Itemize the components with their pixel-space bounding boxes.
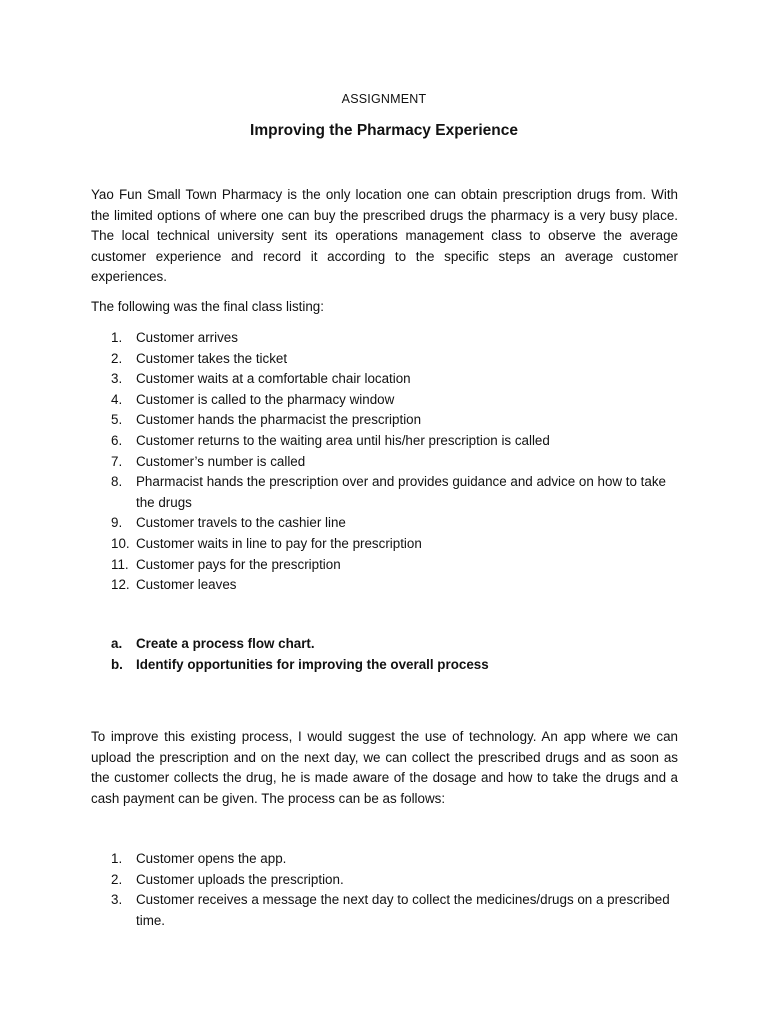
list-item: [91, 870, 678, 891]
list-item: [91, 534, 678, 555]
list-item: [91, 849, 678, 870]
task-list: [91, 634, 678, 675]
list-number: 5.: [111, 412, 123, 428]
list-item: [91, 328, 678, 349]
list-text: Customer travels to the cashier line: [136, 515, 346, 531]
list-number: 7.: [111, 453, 123, 469]
list-number: 11.: [111, 556, 129, 572]
list-text: Create a process flow chart.: [136, 636, 315, 651]
list-item: [91, 513, 678, 534]
list-number: b.: [111, 656, 123, 672]
list-text: Customer receives a message the next day to collect the medicines/drugs on a prescribed time.: [136, 892, 670, 928]
list-number: 10.: [111, 535, 130, 551]
class-listing: [91, 328, 678, 596]
list-item: [91, 431, 678, 452]
list-text: Customer arrives: [136, 330, 238, 345]
answer-paragraph: To improve this existing process, I would suggest the use of technology. An app where we can upload the prescription and on the next day, we can collect the prescribed drugs and as soon as the customer collects the drug, he is made aware of the dosage and how to take the drugs and a cash payment can be given. The process can be as follows:: [91, 729, 678, 806]
list-text: Customer waits at a comfortable chair location: [136, 371, 411, 387]
list-item: [91, 349, 678, 370]
list-text: Customer opens the app.: [136, 851, 287, 866]
list-text: Customer pays for the prescription: [136, 556, 341, 572]
list-number: 2.: [111, 350, 123, 366]
list-text: Customer waits in line to pay for the prescription: [136, 535, 422, 551]
list-item: [91, 369, 678, 390]
list-item: [91, 555, 678, 576]
list-number: 9.: [111, 515, 123, 531]
list-number: 1.: [111, 851, 123, 866]
list-number: 1.: [111, 330, 123, 345]
list-item: [91, 390, 678, 411]
proposed-process-list: [91, 849, 678, 931]
list-item: [91, 410, 678, 431]
list-item: [91, 655, 678, 676]
list-number: 3.: [111, 892, 123, 908]
document-title: Improving the Pharmacy Experience: [250, 122, 518, 139]
list-item: [91, 452, 678, 473]
list-item: [91, 472, 678, 513]
list-number: 12.: [111, 577, 130, 593]
list-number: 2.: [111, 871, 123, 887]
list-text: Customer leaves: [136, 577, 237, 593]
list-number: 3.: [111, 371, 123, 387]
list-text: Customer takes the ticket: [136, 350, 288, 366]
list-number: 6.: [111, 432, 123, 448]
list-text: Identify opportunities for improving the overall process: [136, 656, 489, 672]
list-text: Customer is called to the pharmacy window: [136, 391, 395, 407]
list-text: Customer’s number is called: [136, 453, 306, 469]
list-item: [91, 575, 678, 596]
listing-intro: The following was the final class listing:: [91, 299, 324, 314]
list-text: Customer hands the pharmacist the prescription: [136, 412, 422, 428]
list-number: a.: [111, 636, 123, 651]
list-text: Customer returns to the waiting area until his/her prescription is called: [136, 432, 550, 448]
list-number: 8.: [111, 474, 123, 490]
list-number: 4.: [111, 391, 123, 407]
list-item: [91, 890, 678, 931]
document-label: ASSIGNMENT: [341, 92, 427, 106]
intro-paragraph: Yao Fun Small Town Pharmacy is the only location one can obtain prescription drugs from. With the limited options of where one can buy the prescribed drugs the pharmacy is a very busy place. The local technical university sent its operations management class to observe the average customer experience and record it according to the specific steps an average customer experiences.: [91, 187, 678, 285]
list-text: Customer uploads the prescription.: [136, 871, 344, 887]
list-item: [91, 634, 678, 655]
list-text: Pharmacist hands the prescription over and provides guidance and advice on how to take the drugs: [136, 474, 666, 510]
